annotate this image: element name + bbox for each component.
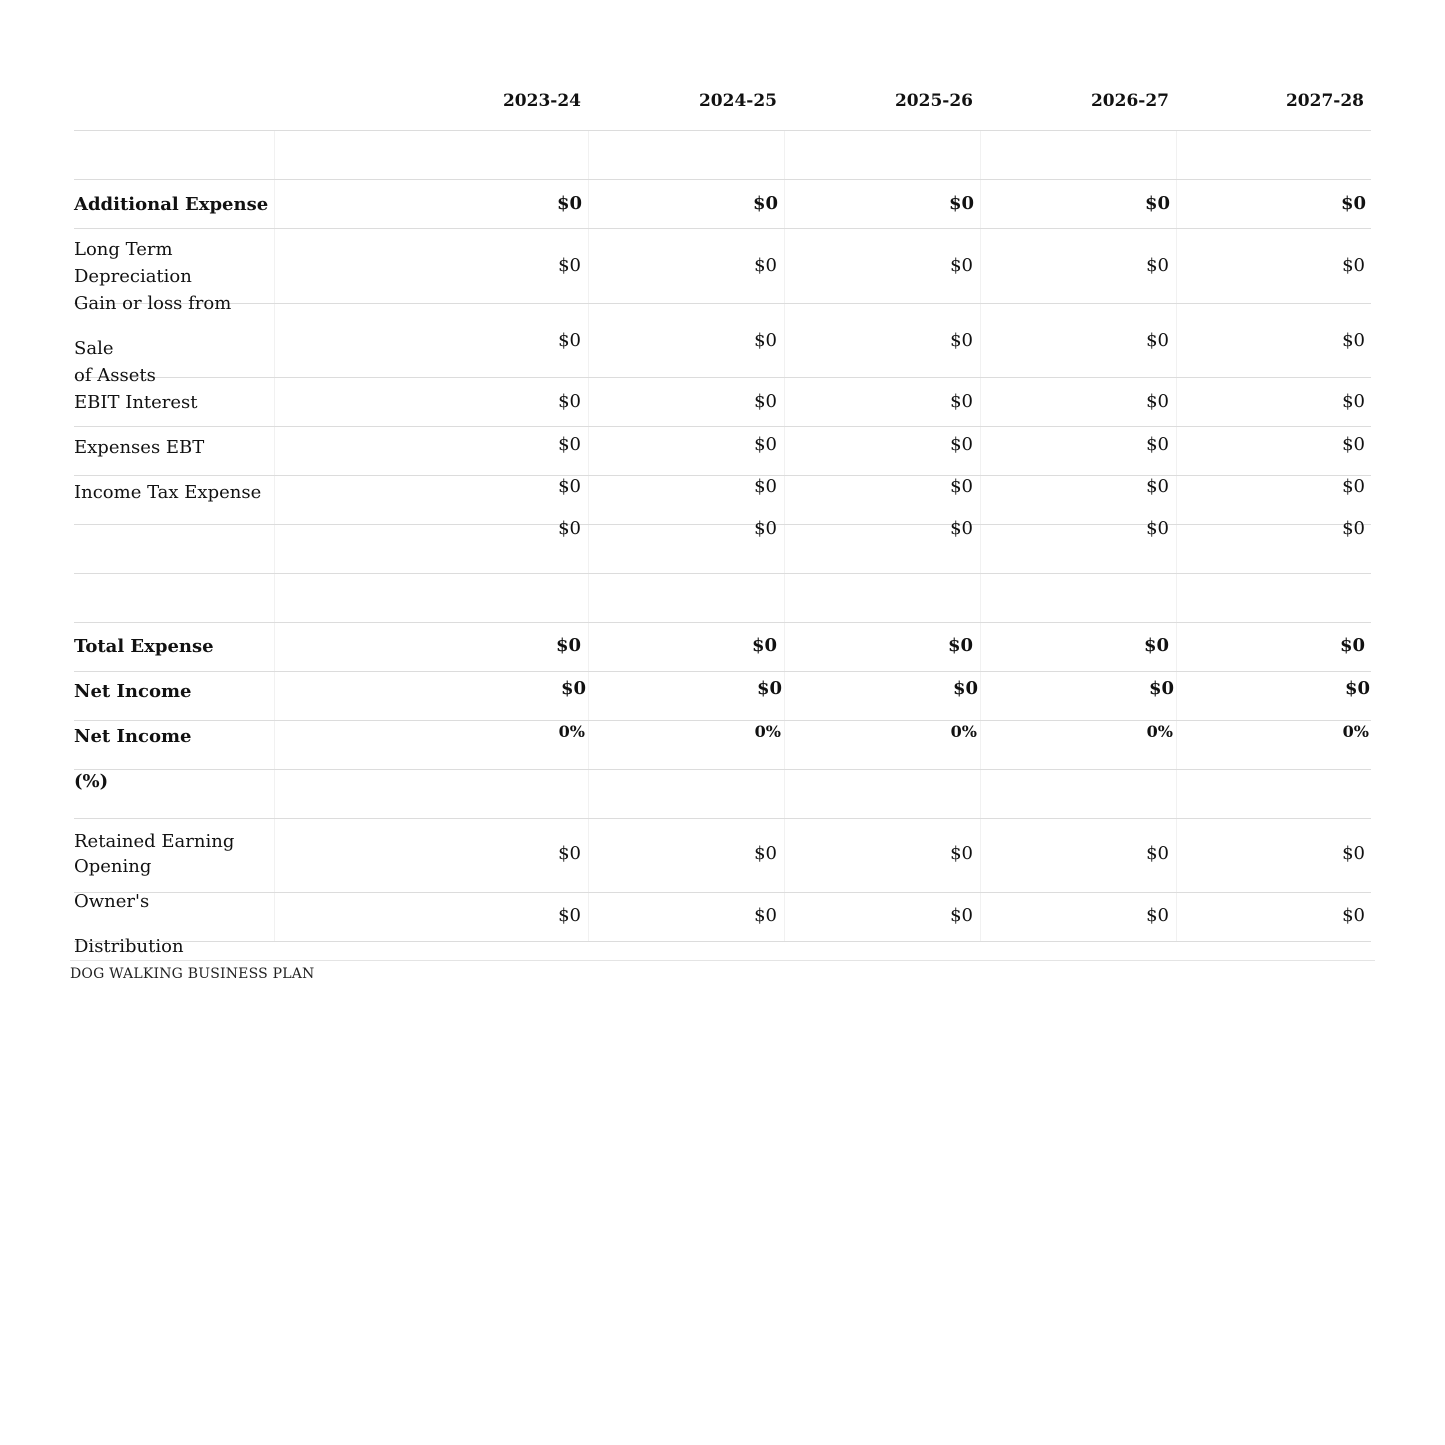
- cell-value: $0: [751, 635, 777, 656]
- cell-value: $0: [1342, 905, 1365, 926]
- cell-value: $0: [1146, 434, 1169, 455]
- column-divider: [784, 130, 785, 942]
- cell-value: $0: [950, 518, 973, 539]
- column-header-2025-26: 2025-26: [894, 91, 973, 111]
- column-header-2023-24: 2023-24: [502, 91, 581, 111]
- cell-value: $0: [754, 330, 777, 351]
- cell-value: $0: [950, 843, 973, 864]
- footer-rule: [70, 960, 1375, 961]
- column-header-2024-25: 2024-25: [698, 91, 777, 111]
- cell-value: $0: [1342, 518, 1365, 539]
- row-divider: [74, 622, 1371, 623]
- row-divider: [74, 228, 1371, 229]
- cell-value: $0: [558, 476, 581, 497]
- cell-value: $0: [754, 843, 777, 864]
- row-divider: [74, 377, 1371, 378]
- cell-value: $0: [1146, 905, 1169, 926]
- cell-value: $0: [558, 905, 581, 926]
- row-label-distribution: Distribution: [74, 936, 184, 957]
- cell-value: $0: [1148, 678, 1174, 699]
- row-divider: [74, 130, 1371, 131]
- row-label-total-expense: Total Expense: [74, 636, 214, 657]
- cell-value: $0: [1143, 635, 1169, 656]
- cell-value: $0: [947, 635, 973, 656]
- footer-document-title: DOG WALKING BUSINESS PLAN: [70, 966, 315, 982]
- cell-value: $0: [1146, 843, 1169, 864]
- cell-value: $0: [1339, 635, 1365, 656]
- cell-value: $0: [1342, 391, 1365, 412]
- column-divider: [274, 130, 275, 942]
- cell-value: $0: [558, 518, 581, 539]
- cell-value: 0%: [558, 722, 585, 741]
- column-divider: [1176, 130, 1177, 942]
- row-label-owners: Owner's: [74, 891, 150, 912]
- row-divider: [74, 573, 1371, 574]
- cell-value: $0: [1146, 391, 1169, 412]
- cell-value: $0: [754, 255, 777, 276]
- column-divider: [980, 130, 981, 942]
- cell-value: $0: [1342, 330, 1365, 351]
- cell-value: $0: [950, 476, 973, 497]
- cell-value: 0%: [1342, 722, 1369, 741]
- cell-value: $0: [950, 905, 973, 926]
- row-label-expenses-ebt: Expenses EBT: [74, 437, 205, 458]
- column-header-2027-28: 2027-28: [1285, 91, 1364, 111]
- cell-value: $0: [1146, 255, 1169, 276]
- cell-value: $0: [948, 193, 974, 214]
- row-label-of-assets: of Assets: [74, 365, 156, 386]
- row-divider: [74, 818, 1371, 819]
- cell-value: $0: [950, 330, 973, 351]
- cell-value: $0: [754, 391, 777, 412]
- cell-value: 0%: [754, 722, 781, 741]
- cell-value: $0: [558, 330, 581, 351]
- row-label-ebit-interest: EBIT Interest: [74, 392, 198, 413]
- column-divider: [588, 130, 589, 942]
- cell-value: $0: [950, 255, 973, 276]
- cell-value: $0: [558, 255, 581, 276]
- row-label-long-term: Long Term: [74, 239, 173, 260]
- cell-value: $0: [558, 391, 581, 412]
- cell-value: $0: [558, 843, 581, 864]
- cell-value: $0: [1342, 476, 1365, 497]
- row-label-pct-suffix: (%): [74, 771, 109, 792]
- row-divider: [74, 769, 1371, 770]
- row-divider: [74, 179, 1371, 180]
- cell-value: $0: [560, 678, 586, 699]
- row-label-opening: Opening: [74, 856, 152, 877]
- row-label-sale: Sale: [74, 338, 114, 359]
- cell-value: $0: [1342, 434, 1365, 455]
- row-divider: [74, 671, 1371, 672]
- cell-value: $0: [754, 518, 777, 539]
- cell-value: $0: [952, 678, 978, 699]
- cell-value: $0: [754, 476, 777, 497]
- row-divider: [74, 426, 1371, 427]
- cell-value: $0: [1144, 193, 1170, 214]
- cell-value: $0: [1340, 193, 1366, 214]
- cell-value: 0%: [1146, 722, 1173, 741]
- row-label-depreciation: Depreciation: [74, 266, 192, 287]
- column-header-2026-27: 2026-27: [1090, 91, 1169, 111]
- row-label-additional-expense: Additional Expense: [74, 194, 269, 215]
- cell-value: $0: [1146, 518, 1169, 539]
- row-label-net-income: Net Income: [74, 681, 192, 702]
- row-label-gain-or-loss: Gain or loss from: [74, 293, 232, 314]
- cell-value: $0: [754, 434, 777, 455]
- cell-value: $0: [555, 635, 581, 656]
- cell-value: $0: [1342, 255, 1365, 276]
- row-divider: [74, 892, 1371, 893]
- cell-value: 0%: [950, 722, 977, 741]
- row-divider: [74, 303, 1371, 304]
- cell-value: $0: [558, 434, 581, 455]
- cell-value: $0: [556, 193, 582, 214]
- row-label-net-income-pct: Net Income: [74, 726, 192, 747]
- row-label-retained-earning: Retained Earning: [74, 831, 235, 852]
- cell-value: $0: [1342, 843, 1365, 864]
- cell-value: $0: [1344, 678, 1370, 699]
- cell-value: $0: [950, 434, 973, 455]
- row-label-income-tax-expense: Income Tax Expense: [74, 482, 262, 503]
- cell-value: $0: [752, 193, 778, 214]
- cell-value: $0: [754, 905, 777, 926]
- cell-value: $0: [1146, 476, 1169, 497]
- cell-value: $0: [950, 391, 973, 412]
- cell-value: $0: [1146, 330, 1169, 351]
- cell-value: $0: [756, 678, 782, 699]
- row-divider: [74, 941, 1371, 942]
